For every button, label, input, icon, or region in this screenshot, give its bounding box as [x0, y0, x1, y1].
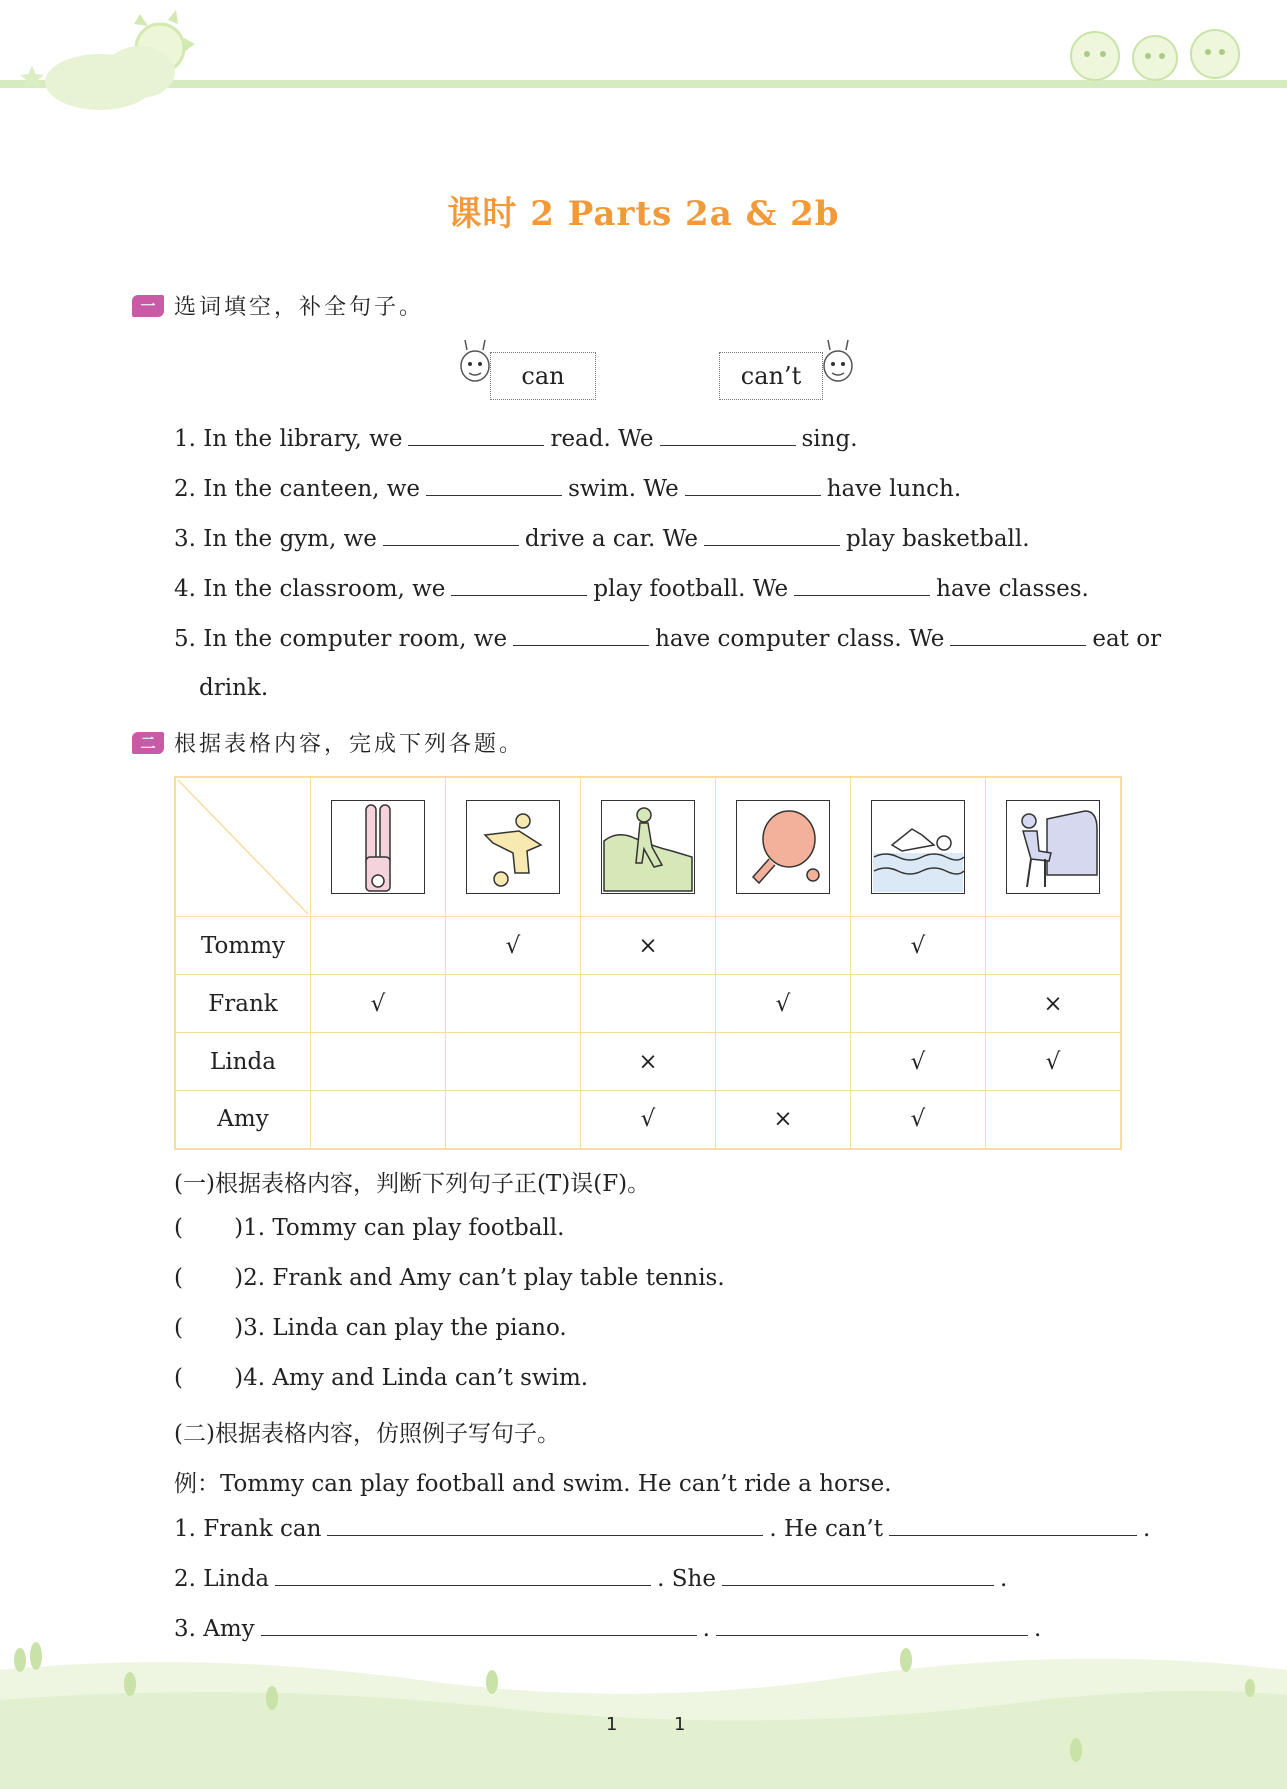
activity-cell [851, 777, 986, 917]
answer-blank[interactable] [889, 1515, 1137, 1536]
judge-item-3: ( )3. Linda can play the piano. [174, 1315, 567, 1341]
judge-item-2: ( )2. Frank and Amy can’t play table tennis. [174, 1265, 725, 1291]
mark-cell [311, 917, 446, 975]
table-tennis-icon [736, 800, 830, 894]
mark-cell: √ [851, 1033, 986, 1091]
activity-cell [446, 777, 581, 917]
fill-item-5-continued: drink. [199, 675, 269, 701]
diagonal-line [176, 778, 310, 916]
mark-cell [986, 917, 1122, 975]
write-item-1: 1. Frank can . He can’t . [174, 1516, 1151, 1542]
mark-cell: √ [581, 1091, 716, 1149]
horse-riding-icon [601, 800, 695, 894]
fill-item-2: 2. In the canteen, we swim. We have lunch. [174, 476, 962, 502]
mark-cell [581, 975, 716, 1033]
answer-blank[interactable] [275, 1565, 651, 1586]
answer-blank[interactable] [261, 1615, 697, 1636]
answer-blank[interactable] [660, 425, 796, 446]
piano-icon [1006, 800, 1100, 894]
answer-blank[interactable] [794, 575, 930, 596]
mark-cell [716, 1033, 851, 1091]
mark-cell: × [986, 975, 1122, 1033]
mark-cell [311, 1033, 446, 1091]
section-2-title: 根据表格内容，完成下列各题。 [174, 732, 525, 757]
fill-item-5: 5. In the computer room, we have computer class. We eat or [174, 626, 1162, 652]
fill-item-1: 1. In the library, we read. We sing. [174, 426, 858, 452]
mark-cell: × [716, 1091, 851, 1149]
animal-faces-decoration [1055, 20, 1255, 85]
section-2-heading [132, 727, 524, 758]
table-header-row [175, 777, 1121, 917]
section-1-heading [132, 290, 424, 321]
activity-cell [311, 777, 446, 917]
activity-cell [716, 777, 851, 917]
page-title: 课时 2 Parts 2a & 2b [447, 194, 840, 234]
mark-cell [446, 1033, 581, 1091]
mark-cell [446, 975, 581, 1033]
mark-cell [986, 1091, 1122, 1149]
ability-table [174, 776, 1122, 1150]
section-2-badge: 二 [132, 732, 164, 754]
giraffe-icon [818, 336, 858, 388]
mark-cell: × [581, 917, 716, 975]
answer-blank[interactable] [950, 625, 1086, 646]
answer-blank[interactable] [685, 475, 821, 496]
football-icon [466, 800, 560, 894]
student-name: Tommy [175, 917, 311, 975]
student-name: Amy [175, 1091, 311, 1149]
mark-cell: √ [851, 1091, 986, 1149]
mark-cell: √ [851, 917, 986, 975]
answer-blank[interactable] [722, 1565, 994, 1586]
corner-cell [175, 777, 311, 917]
answer-blank[interactable] [327, 1515, 763, 1536]
mark-cell: √ [311, 975, 446, 1033]
answer-blank[interactable] [513, 625, 649, 646]
student-name: Linda [175, 1033, 311, 1091]
table-row [175, 1091, 1121, 1149]
mark-cell [851, 975, 986, 1033]
word-option-cant: can’t [719, 352, 823, 400]
table-row [175, 1033, 1121, 1091]
activity-cell [581, 777, 716, 917]
rabbit-shadow-icon [331, 800, 425, 894]
answer-bracket[interactable]: ( ) [174, 1265, 244, 1291]
answer-blank[interactable] [451, 575, 587, 596]
activity-cell [986, 777, 1122, 917]
giraffe-icon [455, 336, 495, 388]
table-row [175, 975, 1121, 1033]
answer-bracket[interactable]: ( ) [174, 1315, 244, 1341]
grass-hills-decoration [0, 1640, 1287, 1789]
judge-item-4: ( )4. Amy and Linda can’t swim. [174, 1365, 589, 1391]
example-sentence: 例：Tommy can play football and swim. He can’t ride a horse. [174, 1471, 892, 1497]
fill-item-3: 3. In the gym, we drive a car. We play basketball. [174, 526, 1030, 552]
swimming-icon [871, 800, 965, 894]
write-item-3: 3. Amy . . [174, 1616, 1042, 1642]
answer-blank[interactable] [383, 525, 519, 546]
part-2-heading: (二)根据表格内容，仿照例子写句子。 [174, 1421, 560, 1447]
answer-bracket[interactable]: ( ) [174, 1365, 244, 1391]
section-1-badge: 一 [132, 295, 164, 317]
answer-blank[interactable] [716, 1615, 1028, 1636]
answer-blank[interactable] [426, 475, 562, 496]
table-row [175, 917, 1121, 975]
mark-cell: √ [716, 975, 851, 1033]
judge-item-1: ( )1. Tommy can play football. [174, 1215, 565, 1241]
sun-cloud-decoration [0, 0, 220, 115]
mark-cell: √ [446, 917, 581, 975]
fill-item-4: 4. In the classroom, we play football. We have classes. [174, 576, 1089, 602]
word-option-can: can [490, 352, 596, 400]
mark-cell [446, 1091, 581, 1149]
student-name: Frank [175, 975, 311, 1033]
answer-bracket[interactable]: ( ) [174, 1215, 244, 1241]
mark-cell [311, 1091, 446, 1149]
mark-cell: × [581, 1033, 716, 1091]
section-1-title: 选词填空，补全句子。 [174, 295, 425, 320]
write-item-2: 2. Linda . She . [174, 1566, 1008, 1592]
answer-blank[interactable] [408, 425, 544, 446]
mark-cell: √ [986, 1033, 1122, 1091]
mark-cell [716, 917, 851, 975]
answer-blank[interactable] [704, 525, 840, 546]
page-number-right: 1 [674, 1714, 686, 1735]
page-number-left: 1 [606, 1714, 618, 1735]
part-1-heading: (一)根据表格内容，判断下列句子正(T)误(F)。 [174, 1171, 651, 1197]
